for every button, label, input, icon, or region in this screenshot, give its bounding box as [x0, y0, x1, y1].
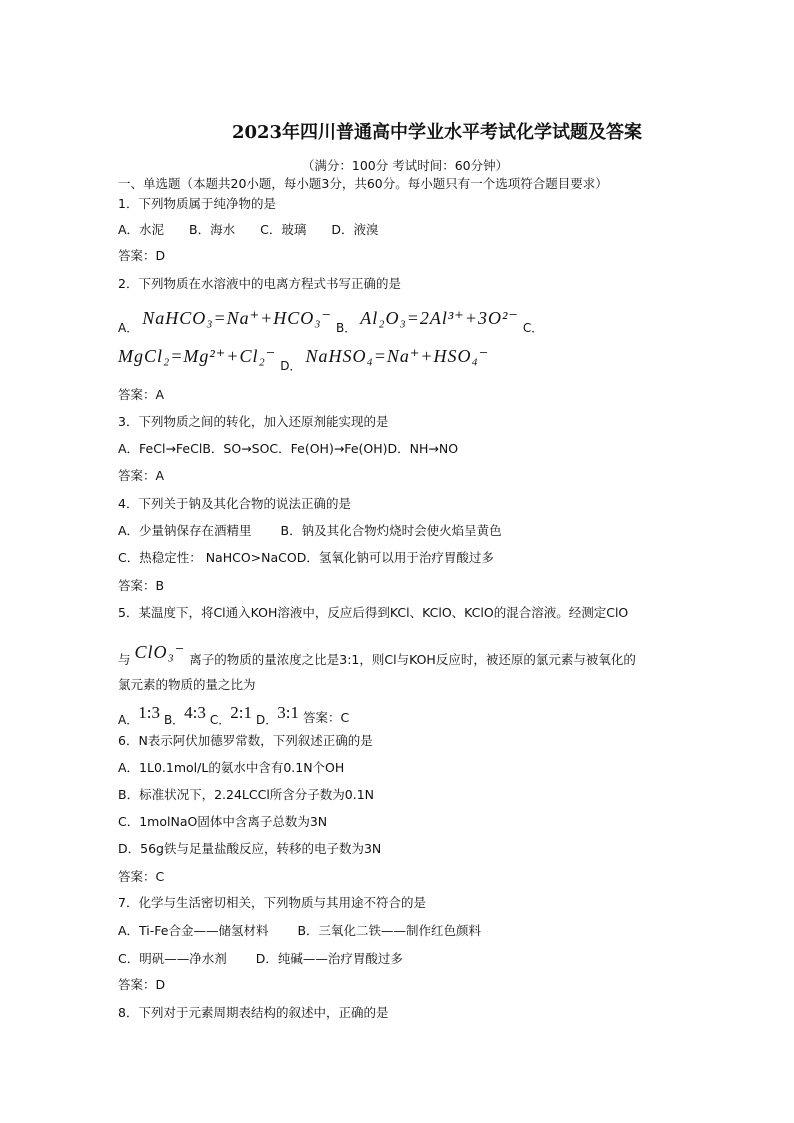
q7-stem: 7．化学与生活密切相关，下列物质与其用途不符合的是 — [118, 895, 426, 910]
q3-answer: 答案：A — [118, 468, 165, 483]
formula-d: NaHSO₄=Na⁺+HSO₄⁻ — [305, 346, 490, 366]
q2-answer: 答案：A — [118, 387, 165, 402]
q6-stem: 6．N表示阿伏加德罗常数，下列叙述正确的是 — [118, 733, 373, 748]
document-title: 2023年四川普通高中学业水平考试化学试题及答案 — [231, 122, 643, 143]
q1-stem: 1．下列物质属于纯净物的是 — [118, 196, 276, 211]
q1-answer: 答案：D — [118, 248, 166, 263]
q8-stem: 8．下列对于元素周期表结构的叙述中，正确的是 — [118, 1005, 389, 1020]
q4-stem: 4．下列关于钠及其化合物的说法正确的是 — [118, 496, 351, 511]
q5-stem-3: 氯元素的物质的量之比为 — [118, 677, 256, 692]
text: 与 — [118, 652, 131, 667]
q6-option-c: C．1molNaO固体中含离子总数为3N — [118, 814, 328, 829]
q5-options — [118, 702, 349, 731]
q5-stem-1: 5．某温度下，将Cl通入KOH溶液中，反应后得到KCl、KClO、KClO的混合溶液。经测定ClO — [118, 605, 629, 620]
q4-options-1: A．少量钠保存在酒精里 B．钠及其化合物灼烧时会使火焰呈黄色 — [118, 523, 502, 538]
option-label: C． — [209, 713, 231, 727]
option-label: A． — [118, 713, 139, 727]
ratio-c: 2:1 — [230, 703, 253, 722]
q1-options: A．水泥 B．海水 C．玻璃 D．液溴 — [118, 222, 379, 237]
q2-formula-line-2 — [118, 344, 489, 378]
q7-options-1: A．Ti-Fe合金——储氢材料 B．三氧化二铁——制作红色颜料 — [118, 923, 482, 938]
ratio-a: 1:3 — [138, 703, 160, 722]
ratio-b: 4:3 — [184, 703, 206, 722]
q2-formula-line-1 — [118, 306, 543, 340]
formula-c: MgCl₂=Mg²⁺+Cl₂⁻ — [118, 346, 277, 366]
q5-stem-2 — [118, 640, 636, 672]
exam-info: （满分：100分 考试时间：60分钟） — [301, 158, 509, 173]
q4-answer: 答案：B — [118, 578, 165, 593]
q7-answer: 答案：D — [118, 977, 166, 992]
formula-a: NaHCO₃=Na⁺+HCO₃⁻ — [142, 308, 333, 328]
q2-stem: 2．下列物质在水溶液中的电离方程式书写正确的是 — [118, 276, 401, 291]
formula-b: Al₂O₃=2Al³⁺+3O²⁻ — [360, 308, 519, 328]
q6-answer: 答案：C — [118, 869, 165, 884]
q5-answer: 答案：C — [302, 710, 350, 725]
option-label: B． — [163, 713, 185, 727]
option-label: B． — [336, 321, 357, 335]
ratio-d: 3:1 — [277, 703, 299, 722]
text: 离子的物质的量浓度之比是3:1，则Cl与KOH反应时，被还原的氯元素与被氧化的 — [189, 652, 636, 667]
q6-option-d: D．56g铁与足量盐酸反应，转移的电子数为3N — [118, 841, 382, 856]
q6-option-a: A．1L0.1mol/L的氨水中含有0.1N个OH — [118, 760, 345, 775]
section-heading: 一、单选题（本题共20小题，每小题3分，共60分。每小题只有一个选项符合题目要求） — [118, 176, 608, 191]
q3-options: A．FeCl→FeClB．SO→SOC．Fe(OH)→Fe(OH)D．NH→NO — [118, 441, 459, 456]
q7-options-2: C．明矾——净水剂 D．纯碱——治疗胃酸过多 — [118, 951, 403, 966]
option-label: C． — [522, 321, 544, 335]
formula-clo3: ClO₃⁻ — [134, 642, 186, 662]
q4-options-2: C．热稳定性： NaHCO>NaCOD．氢氧化钠可以用于治疗胃酸过多 — [118, 550, 494, 565]
option-label: D． — [256, 713, 278, 727]
option-label: A． — [118, 321, 139, 335]
option-label: D． — [280, 359, 302, 373]
q6-option-b: B．标准状况下，2.24LCCl所含分子数为0.1N — [118, 787, 375, 802]
q3-stem: 3．下列物质之间的转化，加入还原剂能实现的是 — [118, 414, 389, 429]
